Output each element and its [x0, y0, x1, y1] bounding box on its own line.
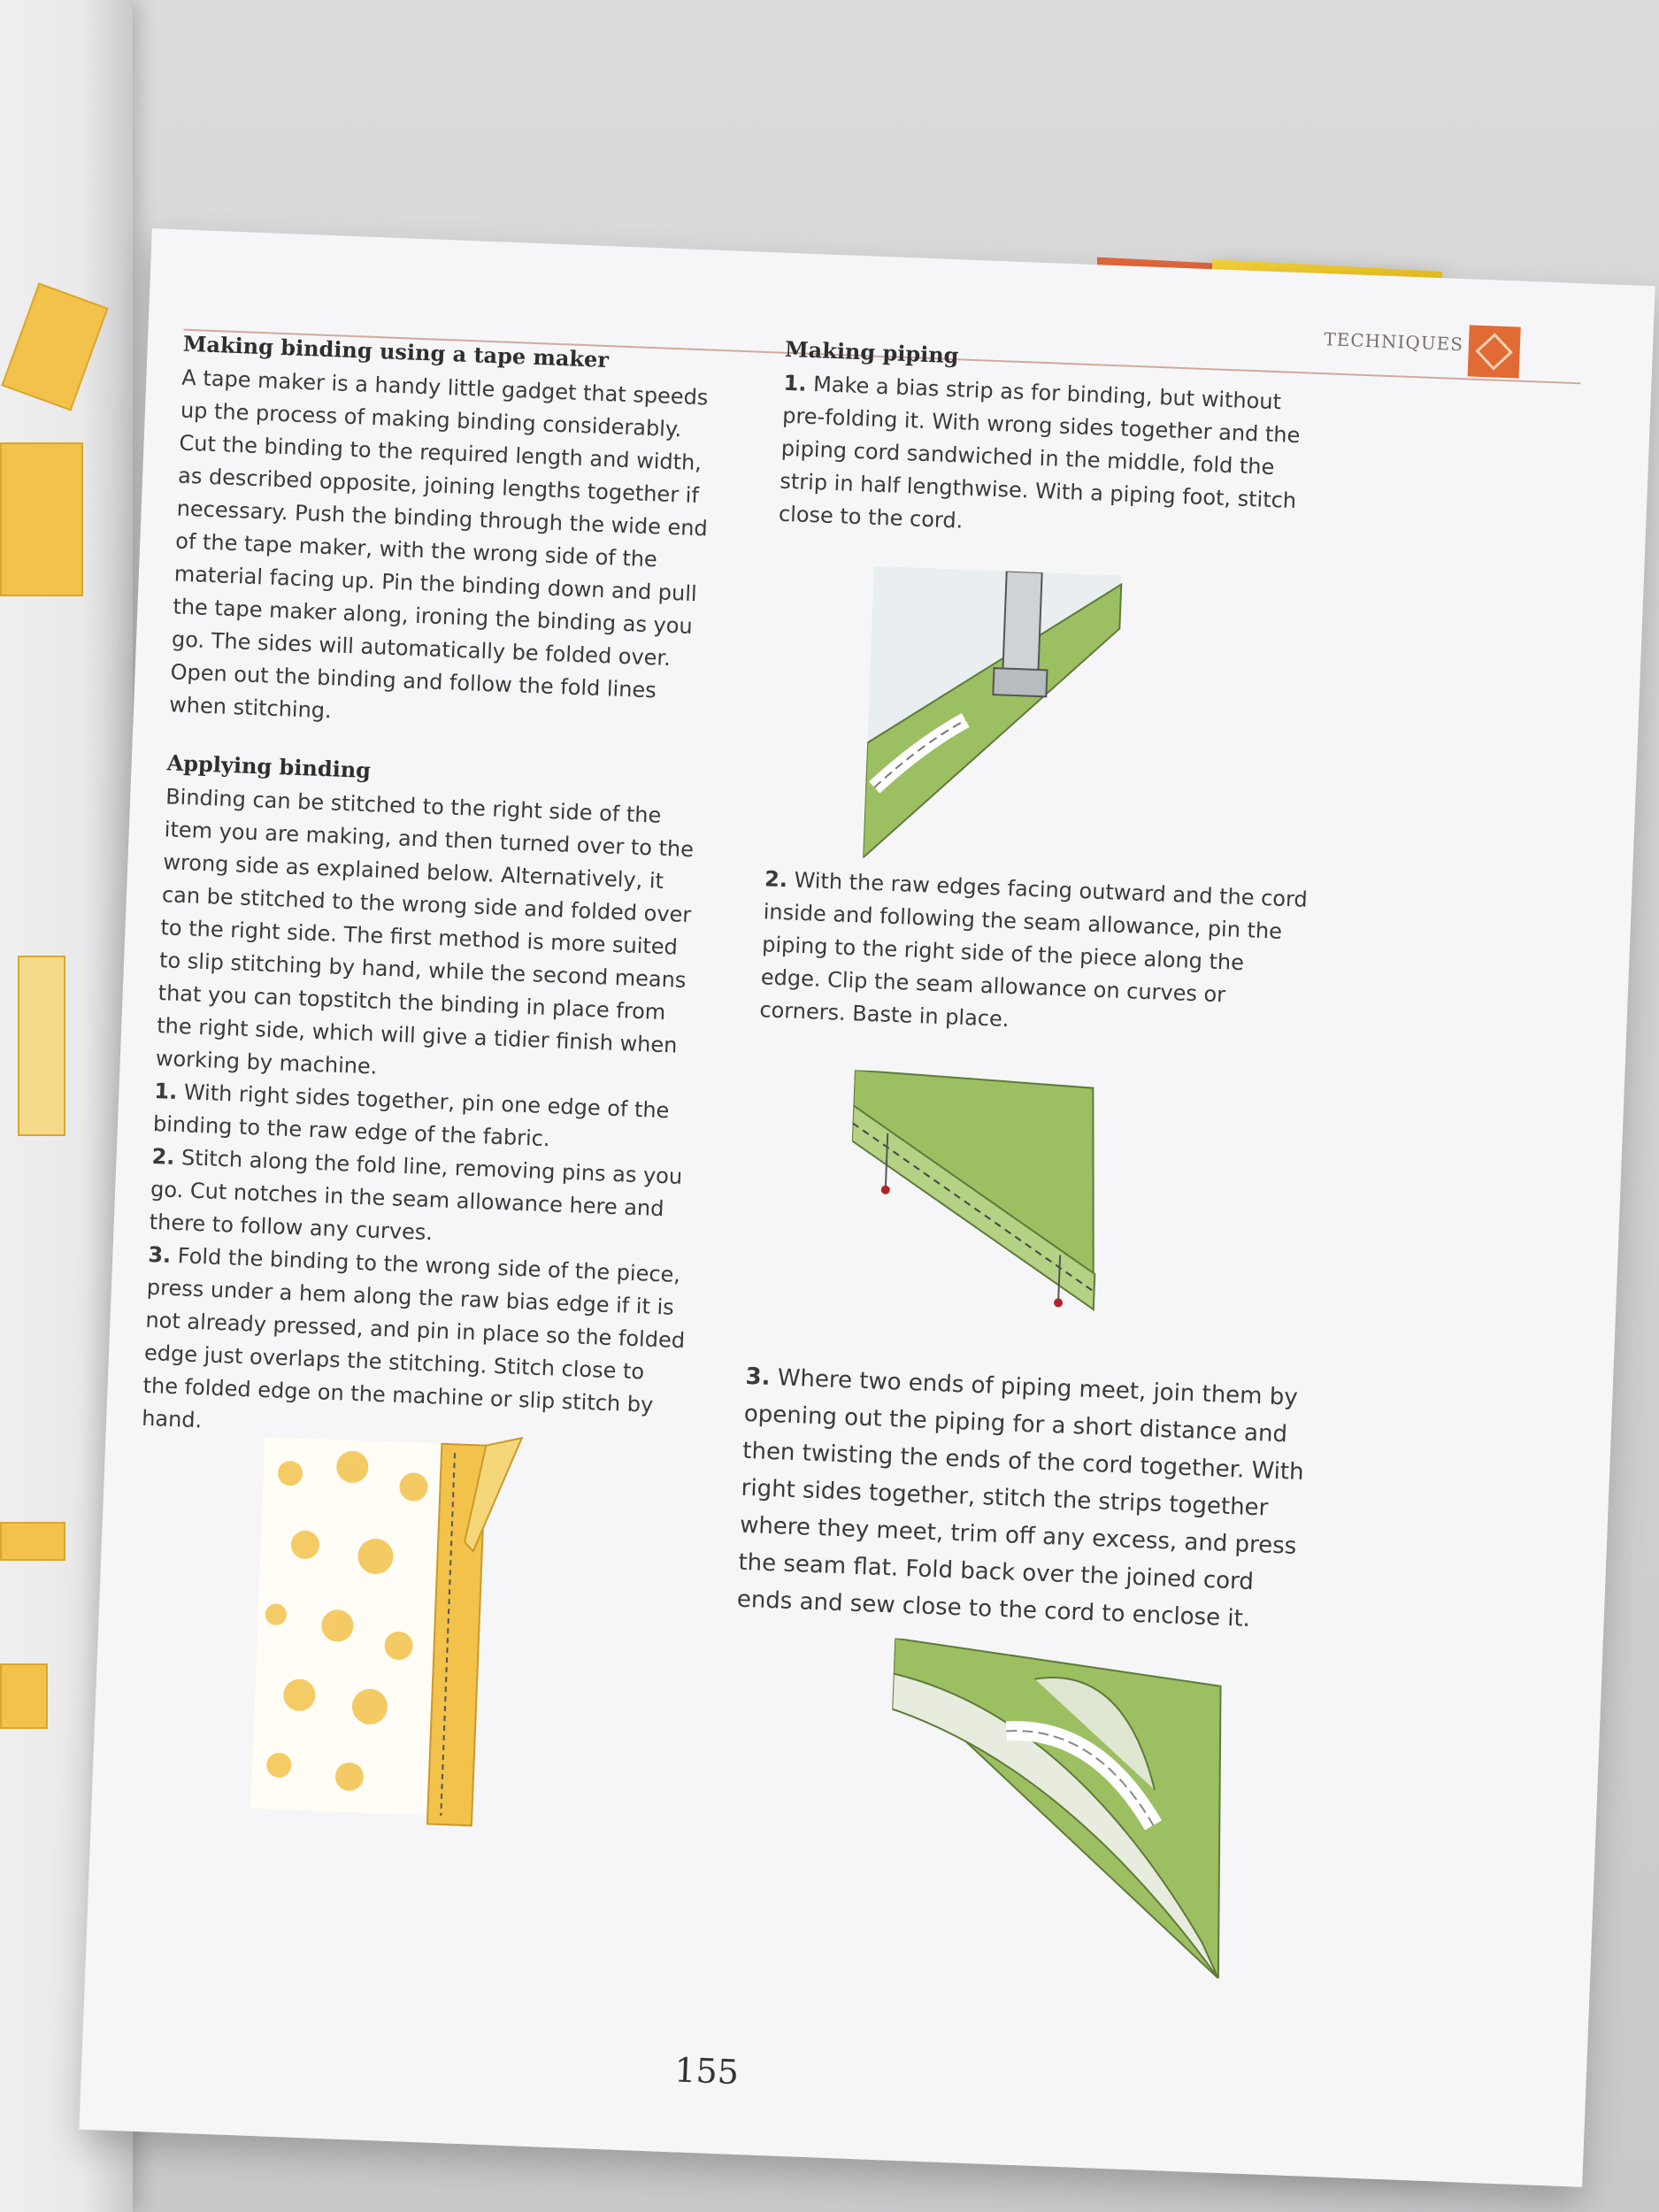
facing-page-illustration [1, 282, 108, 411]
step-number: 3. [147, 1241, 172, 1268]
step-text: With the raw edges facing outward and the cord inside and following the seam allowance, pin the piping to the right side of the piece along the edge. Clip the seam allowance on curves or corners. Baste in place. [758, 867, 1309, 1032]
section-label: TECHNIQUES [1323, 328, 1464, 356]
making-piping-heading: Making piping [784, 335, 960, 369]
piping-section [778, 333, 1325, 551]
step-text: Fold the binding to the wrong side of the piece, press under a hem along the raw bias edge if it is not already pressed, and pin in place so the folded edge just overlaps the stitching. Stitch close to the folded edge on the machine or slip stitch by hand. [141, 1243, 686, 1433]
step-number: 2. [764, 866, 788, 893]
facing-page-illustration [18, 956, 65, 1136]
quilt-block-icon [1468, 325, 1521, 378]
step-text: Stitch along the fold line, removing pins as you go. Cut notches in the seam allowance here and there to follow any curves. [149, 1145, 683, 1246]
tape-maker-heading: Making binding using a tape maker [182, 330, 610, 373]
book-page [79, 228, 1655, 2187]
piping-step-2-block [759, 863, 1314, 1048]
step-text: Make a bias strip as for binding, but without pre-folding it. With wrong sides together and the piping cord sandwiched in the middle, fold the strip in half lengthwise. With a piping foot, stitch close to the cord. [778, 371, 1301, 534]
step-number: 1. [153, 1078, 178, 1104]
piping-step-3-block [736, 1358, 1312, 1640]
binding-step-3 [142, 1239, 688, 1455]
piping-step-1 [778, 367, 1324, 551]
step-text: Where two ends of piping meet, join them by opening out the piping for a short distance and then twisting the ends of the cord together. With right sides together, stitch the strips together where they meet, trim off any excess, and press the seam flat. Fold back over the joined cord ends and sew close to the cord to enclose it. [736, 1364, 1305, 1632]
facing-page-illustration [0, 1663, 48, 1729]
piping-pinned-illustration [846, 1070, 1120, 1318]
left-column [142, 327, 724, 1455]
step-number: 1. [783, 370, 808, 396]
step-text: With right sides together, pin one edge of the binding to the raw edge of the fabric. [152, 1079, 670, 1152]
applying-binding-heading: Applying binding [166, 749, 372, 784]
tape-maker-body: A tape maker is a handy little gadget that speeds up the process of making binding considerably. Cut the binding to the required length and width, as described opposite, joining lengths together if necessary. Push the binding through the wide end of the tape maker, with the wrong side of the material facing up. Pin the binding down and pull the tape maker along, ironing the binding as you go. The sides will automatically be folded over. Open out the binding and follow the fold lines when stitching. [168, 365, 709, 724]
page-number: 155 [673, 2050, 740, 2093]
facing-page-illustration [0, 1522, 65, 1561]
applying-binding-intro: Binding can be stitched to the right side of the item you are making, and then turned over to the wrong side as explained below. Alternatively, it can be stitched to the wrong side and folded over to the right side. The first method is more suited to slip stitching by hand, while the second means that you can topstitch the binding in place from the right side, which will give a tidier finish when working by machine. [155, 784, 695, 1079]
joined-cord-illustration [882, 1639, 1248, 1979]
piping-step-3 [736, 1358, 1312, 1640]
step-number: 2. [151, 1143, 175, 1170]
piping-foot-illustration [863, 566, 1139, 868]
facing-page-illustration [0, 442, 83, 596]
piping-step-2 [759, 863, 1314, 1048]
step-number: 3. [744, 1363, 772, 1391]
binding-illustration [242, 1419, 540, 1837]
